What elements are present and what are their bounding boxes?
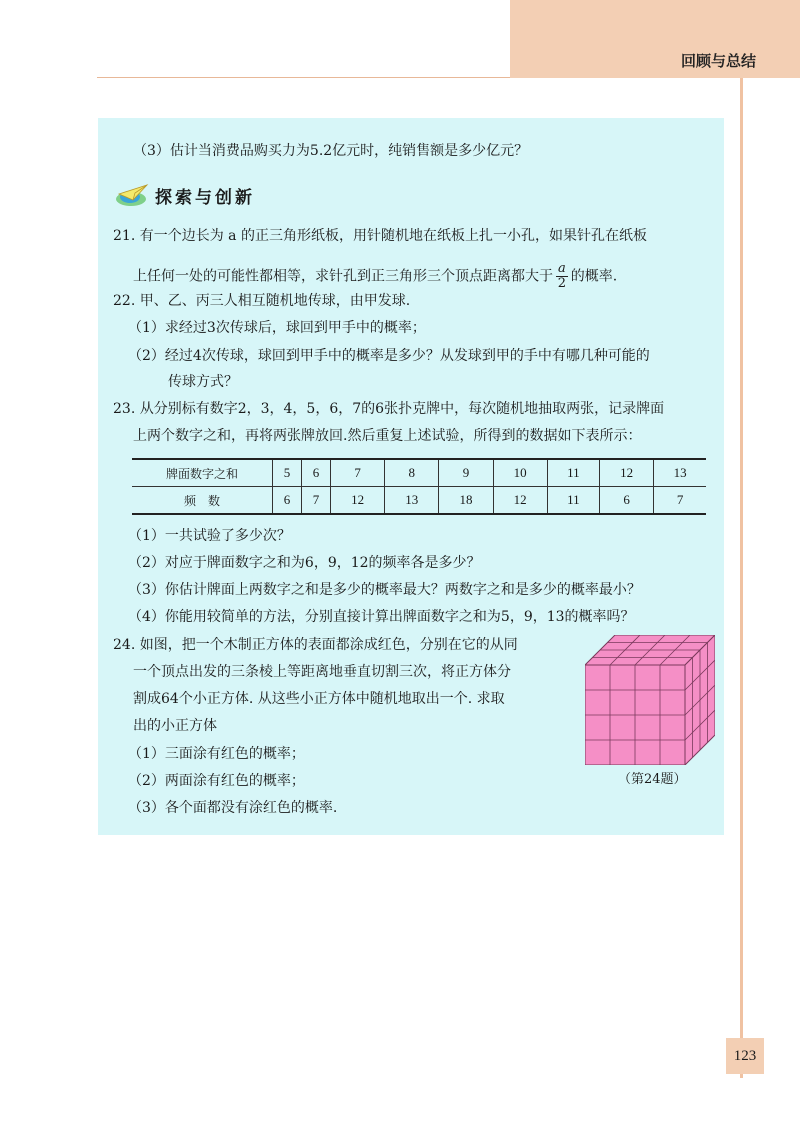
header-tab	[510, 0, 800, 78]
fraction	[556, 262, 568, 291]
table-cell: 7	[331, 459, 385, 487]
table-cell: 12	[600, 459, 654, 487]
q22-stem: 22. 甲、乙、丙三人相互随机地传球，由甲发球.	[113, 293, 411, 309]
table-cell: 6	[302, 459, 331, 487]
table-cell: 7	[302, 487, 331, 515]
q20-part3: （3）估计当消费品购买力为5.2亿元时，纯销售额是多少亿元？	[133, 143, 529, 159]
table-cell: 13	[654, 459, 706, 487]
q22-part1: （1）求经过3次传球后，球回到甲手中的概率；	[128, 320, 426, 336]
table-cell: 6	[600, 487, 654, 515]
q24-line2: 一个顶点出发的三条棱上等距离地垂直切割三次，将正方体分	[133, 664, 511, 680]
q24-line3: 割成64个小正方体. 从这些小正方体中随机地取出一个. 求取	[133, 691, 505, 707]
table-cell: 12	[331, 487, 385, 515]
q23-line1: 23. 从分别标有数字2，3，4，5，6，7的6张扑克牌中，每次随机地抽取两张，记录牌面	[113, 401, 665, 417]
row-label: 牌面数字之和	[132, 459, 273, 487]
q24-part2: （2）两面涂有红色的概率；	[128, 773, 305, 789]
q23-part4: （4）你能用较简单的方法，分别直接计算出牌面数字之和为5，9，13的概率吗？	[128, 609, 635, 625]
q24-part3: （3）各个面都没有涂红色的概率.	[128, 800, 338, 816]
q23-part1: （1）一共试验了多少次？	[128, 528, 291, 544]
q21-text-a: 上任何一处的可能性都相等，求针孔到正三角形三个顶点距离都大于	[133, 268, 553, 285]
cube-diagram	[585, 635, 715, 765]
q24-line1: 24. 如图，把一个木制正方体的表面都涂成红色，分别在它的从同	[113, 637, 518, 653]
q24-line4: 出的小正方体	[133, 718, 217, 734]
frequency-table	[132, 458, 706, 515]
table-cell: 13	[385, 487, 439, 515]
chapter-title: 回顾与总结	[680, 52, 756, 70]
table-cell: 11	[547, 487, 599, 515]
figure-caption: （第24题）	[618, 772, 687, 787]
q23-part3: （3）你估计牌面上两数字之和是多少的概率最大？两数字之和是多少的概率最小？	[128, 582, 641, 598]
page-number: 123	[726, 1038, 764, 1074]
fraction-denominator: 2	[557, 276, 567, 291]
q21-text-b: 的概率.	[570, 268, 618, 285]
table-cell: 6	[273, 487, 302, 515]
table-cell: 11	[547, 459, 599, 487]
q23-part2: （2）对应于牌面数字之和为6，9，12的频率各是多少？	[128, 555, 481, 571]
row-label: 频 数	[132, 487, 273, 515]
q24-part1: （1）三面涂有红色的概率；	[128, 746, 305, 762]
q21-line1: 21. 有一个边长为 a 的正三角形纸板，用针随机地在纸板上扎一小孔，如果针孔在纸板	[113, 228, 647, 244]
q22-part2-line1: （2）经过4次传球，球回到甲手中的概率是多少？从发球到甲的手中有哪几种可能的	[128, 348, 650, 364]
table-cell: 18	[439, 487, 493, 515]
table-cell: 9	[439, 459, 493, 487]
header-rule	[97, 77, 510, 78]
fraction-numerator: a	[558, 261, 566, 276]
q21-line2	[133, 262, 617, 291]
table-cell: 12	[493, 487, 547, 515]
table-row	[132, 459, 706, 487]
table-cell: 8	[385, 459, 439, 487]
q23-line2: 上两个数字之和，再将两张牌放回.然后重复上述试验，所得到的数据如下表所示：	[133, 428, 642, 444]
side-rule	[740, 78, 743, 1078]
table-row	[132, 487, 706, 515]
q22-part2-line2: 传球方式？	[168, 374, 238, 390]
table-cell: 7	[654, 487, 706, 515]
section-title: 探索与创新	[155, 188, 255, 208]
paper-plane-icon	[113, 182, 153, 208]
table-cell: 10	[493, 459, 547, 487]
table-cell: 5	[273, 459, 302, 487]
